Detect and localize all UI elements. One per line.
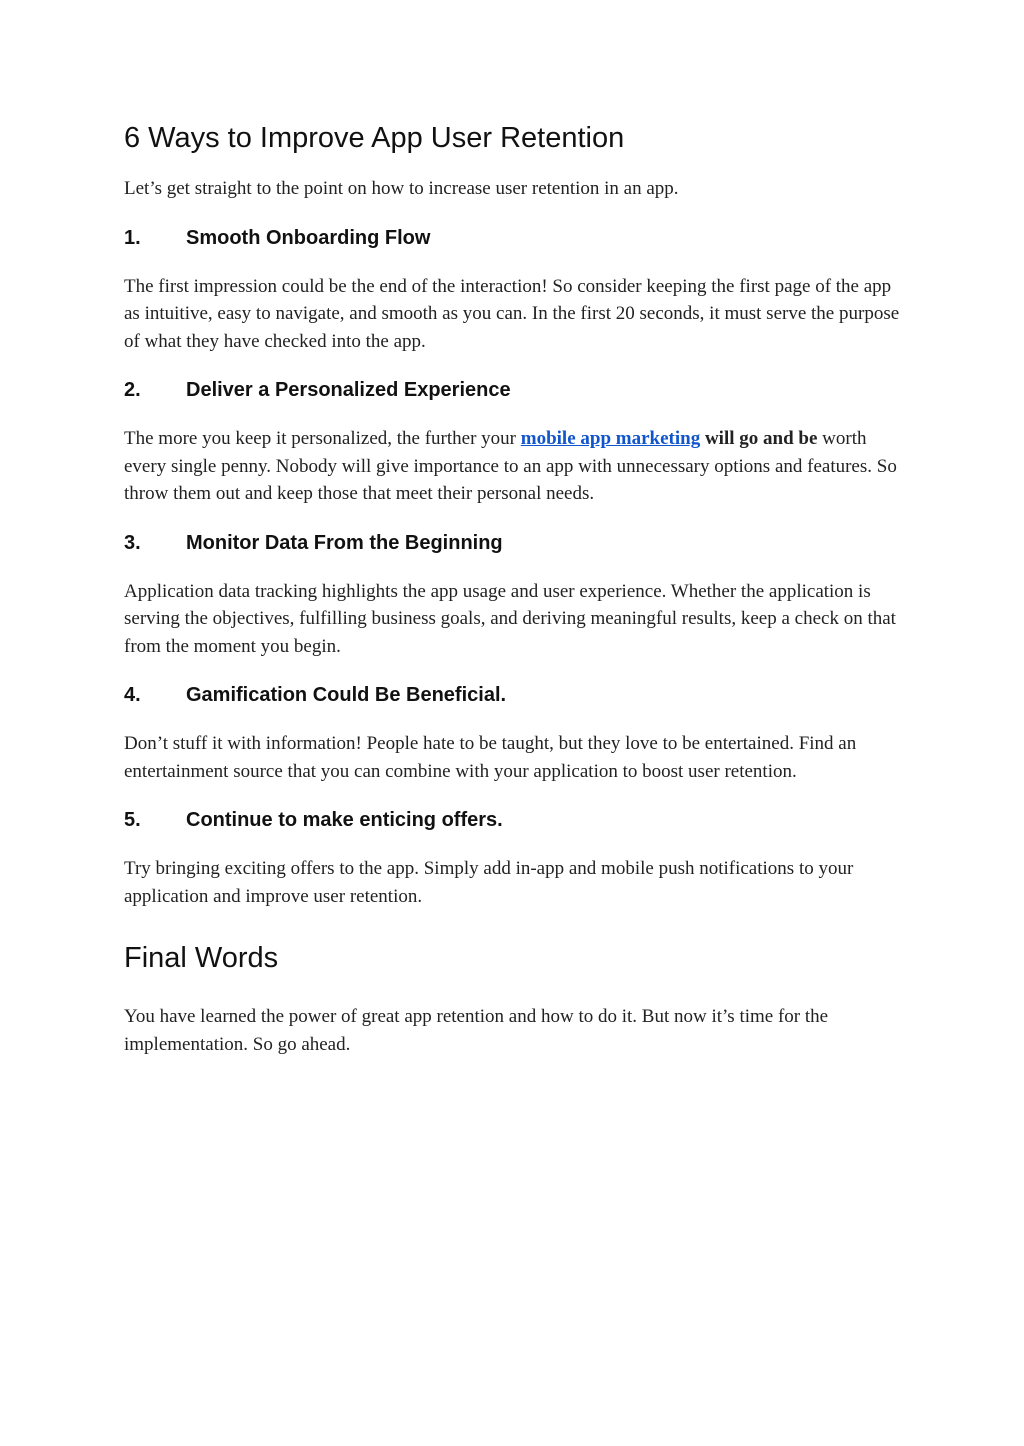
section-body: Application data tracking highlights the app usage and user experience. Whether the application is serving the objectives, fulfilling business goals, and deriving meaningful results, keep a check on that from the moment you begin. [124,580,896,657]
section-title: Smooth Onboarding Flow [186,226,431,249]
section-3 [124,529,904,661]
section-heading [124,529,904,557]
section-5 [124,806,904,910]
section-body [124,425,904,508]
section-4 [124,681,904,785]
section-title: Continue to make enticing offers. [186,809,503,831]
final-paragraph: You have learned the power of great app retention and how to do it. But now it’s time for the implementation. So go ahead. [124,1006,829,1055]
section-number: 2. [124,379,141,401]
section-heading [124,224,904,252]
section-body: The first impression could be the end of the interaction! So consider keeping the first page of the app as intuitive, easy to navigate, and smooth as you can. In the first 20 seconds, it must serve the purpose of what they have checked into the app. [124,275,900,352]
section-heading [124,376,904,404]
intro-paragraph: Let’s get straight to the point on how to increase user retention in an app. [124,178,679,199]
section-number: 3. [124,531,141,554]
section-number: 1. [124,226,141,249]
body-text-before-link: The more you keep it personalized, the further your [124,428,521,449]
final-heading: Final Words [124,942,279,974]
page-title: 6 Ways to Improve App User Retention [124,122,625,154]
section-title: Monitor Data From the Beginning [186,531,503,554]
section-number: 4. [124,684,141,706]
document-page [124,118,904,1058]
body-text-after-link: worth every single penny. Nobody will give importance to an app with unnecessary options and features. So throw them out and keep those that meet their personal needs. [124,428,897,504]
section-heading [124,806,904,834]
section-number: 5. [124,809,141,831]
section-body: Don’t stuff it with information! People hate to be taught, but they love to be entertained. Find an entertainment source that you can combine with your application to boost user retention. [124,733,857,782]
bold-text: will go and be [700,428,818,449]
section-body: Try bringing exciting offers to the app. Simply add in-app and mobile push notifications to your application and improve user retention. [124,858,854,907]
section-2 [124,376,904,508]
section-1 [124,224,904,356]
mobile-app-marketing-link[interactable]: mobile app marketing [520,428,701,449]
section-heading [124,681,904,709]
section-title: Deliver a Personalized Experience [186,379,511,401]
section-title: Gamification Could Be Beneficial. [186,684,507,706]
